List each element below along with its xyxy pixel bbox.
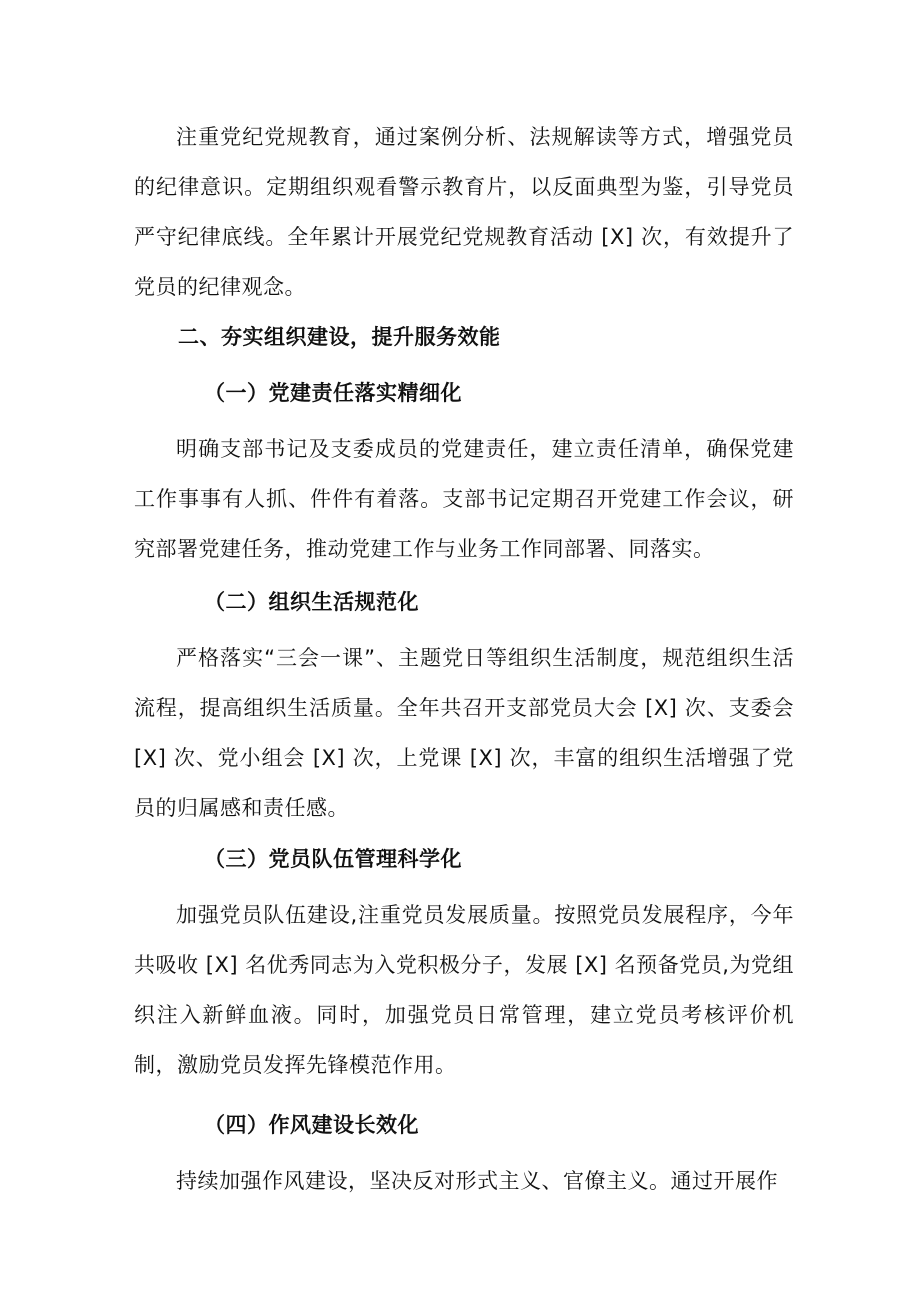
subsection-1-body: 明确支部书记及支委成员的党建责任，建立责任清单，确保党建工作事事有人抓、件件有着落。支部书记定期召开党建工作会议，研究部署党建任务，推动党建工作与业务工作同部署、同落实。: [134, 437, 794, 561]
subsection-3-heading: （三）党员队伍管理科学化: [204, 847, 462, 871]
subsection-4-heading: （四）作风建设长效化: [204, 1113, 419, 1137]
subsection-1-heading: （一）党建责任落实精细化: [204, 381, 462, 405]
paragraph-discipline-education: 注重党纪党规教育，通过案例分析、法规解读等方式，增强党员的纪律意识。定期组织观看警示教育片，以反面典型为鉴，引导党员严守纪律底线。全年累计开展党纪党规教育活动 [X] 次，有效提升了党员的纪律观念。: [134, 125, 794, 299]
section-2-heading: 二、夯实组织建设，提升服务效能: [178, 325, 501, 349]
subsection-2-body: 严格落实“三会一课”、主题党日等组织生活制度，规范组织生活流程，提高组织生活质量。全年共召开支部党员大会 [X] 次、支委会 [X] 次、党小组会 [X] 次，上党课 [X] 次，丰富的组织生活增强了党员的归属感和责任感。: [134, 646, 794, 820]
subsection-4-body: 持续加强作风建设，坚决反对形式主义、官僚主义。通过开展作: [176, 1169, 778, 1193]
subsection-2-heading: （二）组织生活规范化: [204, 590, 419, 614]
subsection-3-body: 加强党员队伍建设,注重党员发展质量。按照党员发展程序，今年共吸收 [X] 名优秀同志为入党积极分子，发展 [X] 名预备党员,为党组织注入新鲜血液。同时，加强党员日常管理，建立党员考核评价机制，激励党员发挥先锋模范作用。: [134, 903, 794, 1077]
